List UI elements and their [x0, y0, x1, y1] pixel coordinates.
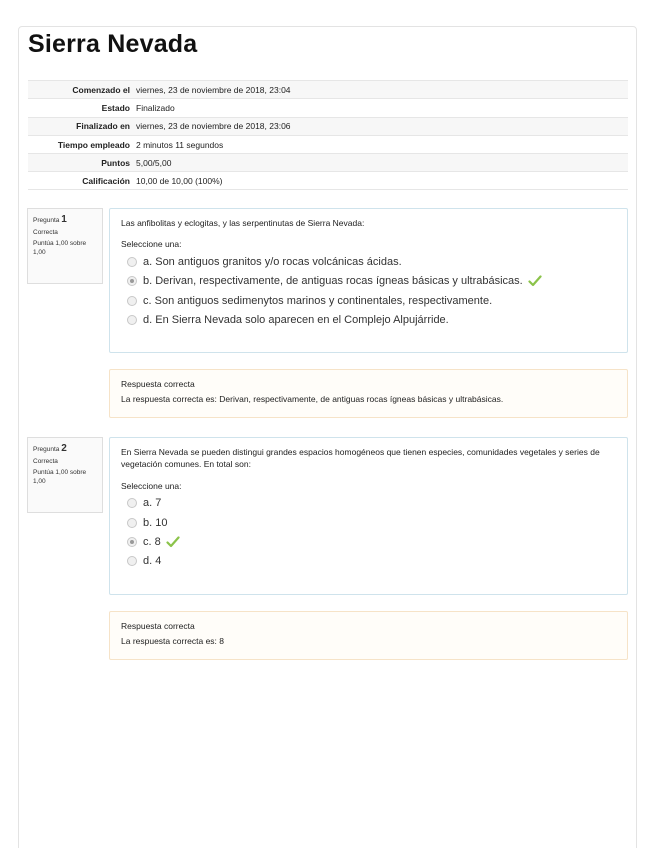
question-number-value: 1 — [61, 214, 67, 225]
summary-label: Estado — [101, 102, 130, 113]
question-1-feedback — [109, 369, 628, 418]
summary-label: Calificación — [82, 175, 130, 186]
radio-button[interactable] — [127, 296, 137, 306]
summary-row — [28, 117, 628, 135]
check-icon — [166, 536, 180, 548]
answer-label: d. 4 — [143, 555, 162, 568]
question-prefix: Pregunta — [33, 217, 60, 224]
question-number-value: 2 — [61, 443, 67, 454]
answer-option-a[interactable] — [121, 252, 616, 271]
summary-value: Finalizado — [136, 102, 175, 113]
question-1-content — [109, 208, 628, 353]
summary-row — [28, 153, 628, 171]
answer-label: c. Son antiguos sedimenytos marinos y continentales, respectivamente. — [143, 294, 493, 307]
radio-button[interactable] — [127, 498, 137, 508]
answer-label: b. Derivan, respectivamente, de antiguas rocas ígneas básicas y ultrabásicas. — [143, 275, 523, 288]
radio-button-selected[interactable] — [127, 537, 137, 547]
page-title: Sierra Nevada — [28, 30, 198, 58]
attempt-summary-table — [28, 80, 628, 190]
radio-button-selected[interactable] — [127, 276, 137, 286]
question-state: Correcta — [33, 457, 58, 465]
question-prefix: Pregunta — [33, 446, 60, 453]
feedback-text: La respuesta correcta es: Derivan, respectivamente, de antiguas rocas ígneas básicas y ultrabásicas. — [121, 393, 504, 404]
question-1-info — [27, 208, 103, 284]
answer-option-d[interactable] — [121, 310, 616, 329]
summary-row — [28, 80, 628, 98]
summary-label: Finalizado en — [76, 121, 130, 132]
feedback-title: Respuesta correcta — [121, 621, 195, 631]
summary-label: Comenzado el — [72, 84, 130, 95]
question-grade: Puntúa 1,00 sobre 1,00 — [33, 239, 87, 257]
answer-prompt: Seleccione una: — [121, 239, 182, 250]
answer-label: c. 8 — [143, 535, 161, 548]
summary-value: viernes, 23 de noviembre de 2018, 23:04 — [136, 84, 291, 95]
summary-value: 10,00 de 10,00 (100%) — [136, 175, 223, 186]
radio-button[interactable] — [127, 518, 137, 528]
summary-value: 5,00/5,00 — [136, 157, 172, 168]
check-icon — [528, 275, 542, 287]
summary-row — [28, 98, 628, 116]
question-text: En Sierra Nevada se pueden distingui grandes espacios homogéneos que tienen especies, comunidades vegetales y series de vegetación comunes. En total son: — [121, 447, 600, 470]
question-2-feedback — [109, 611, 628, 660]
answer-option-d[interactable] — [121, 552, 616, 571]
answer-label: b. 10 — [143, 516, 168, 529]
answer-option-b[interactable] — [121, 513, 616, 532]
summary-label: Puntos — [101, 157, 130, 168]
question-state: Correcta — [33, 228, 58, 236]
question-text: Las anfibolitas y eclogitas, y las serpentinutas de Sierra Nevada: — [121, 218, 365, 228]
summary-row — [28, 135, 628, 153]
feedback-text: La respuesta correcta es: 8 — [121, 635, 225, 646]
answer-option-a[interactable] — [121, 494, 616, 513]
answer-option-c[interactable] — [121, 532, 616, 551]
answer-label: a. Son antiguos granitos y/o rocas volcánicas ácidas. — [143, 255, 402, 268]
summary-row — [28, 171, 628, 189]
question-2-content — [109, 437, 628, 595]
answer-option-c[interactable] — [121, 291, 616, 310]
feedback-title: Respuesta correcta — [121, 379, 195, 389]
answer-option-b[interactable] — [121, 272, 616, 291]
answer-label: d. En Sierra Nevada solo aparecen en el Complejo Alpujárride. — [143, 313, 449, 326]
question-number — [33, 442, 97, 457]
question-grade: Puntúa 1,00 sobre 1,00 — [33, 468, 87, 486]
summary-value: 2 minutos 11 segundos — [136, 139, 224, 150]
answer-list — [121, 252, 616, 329]
question-2-info — [27, 437, 103, 513]
question-number — [33, 213, 97, 228]
radio-button[interactable] — [127, 556, 137, 566]
radio-button[interactable] — [127, 257, 137, 267]
summary-label: Tiempo empleado — [57, 139, 130, 150]
summary-value: viernes, 23 de noviembre de 2018, 23:06 — [136, 121, 291, 132]
answer-prompt: Seleccione una: — [121, 480, 182, 491]
answer-list — [121, 494, 616, 571]
answer-label: a. 7 — [143, 497, 162, 510]
radio-button[interactable] — [127, 315, 137, 325]
